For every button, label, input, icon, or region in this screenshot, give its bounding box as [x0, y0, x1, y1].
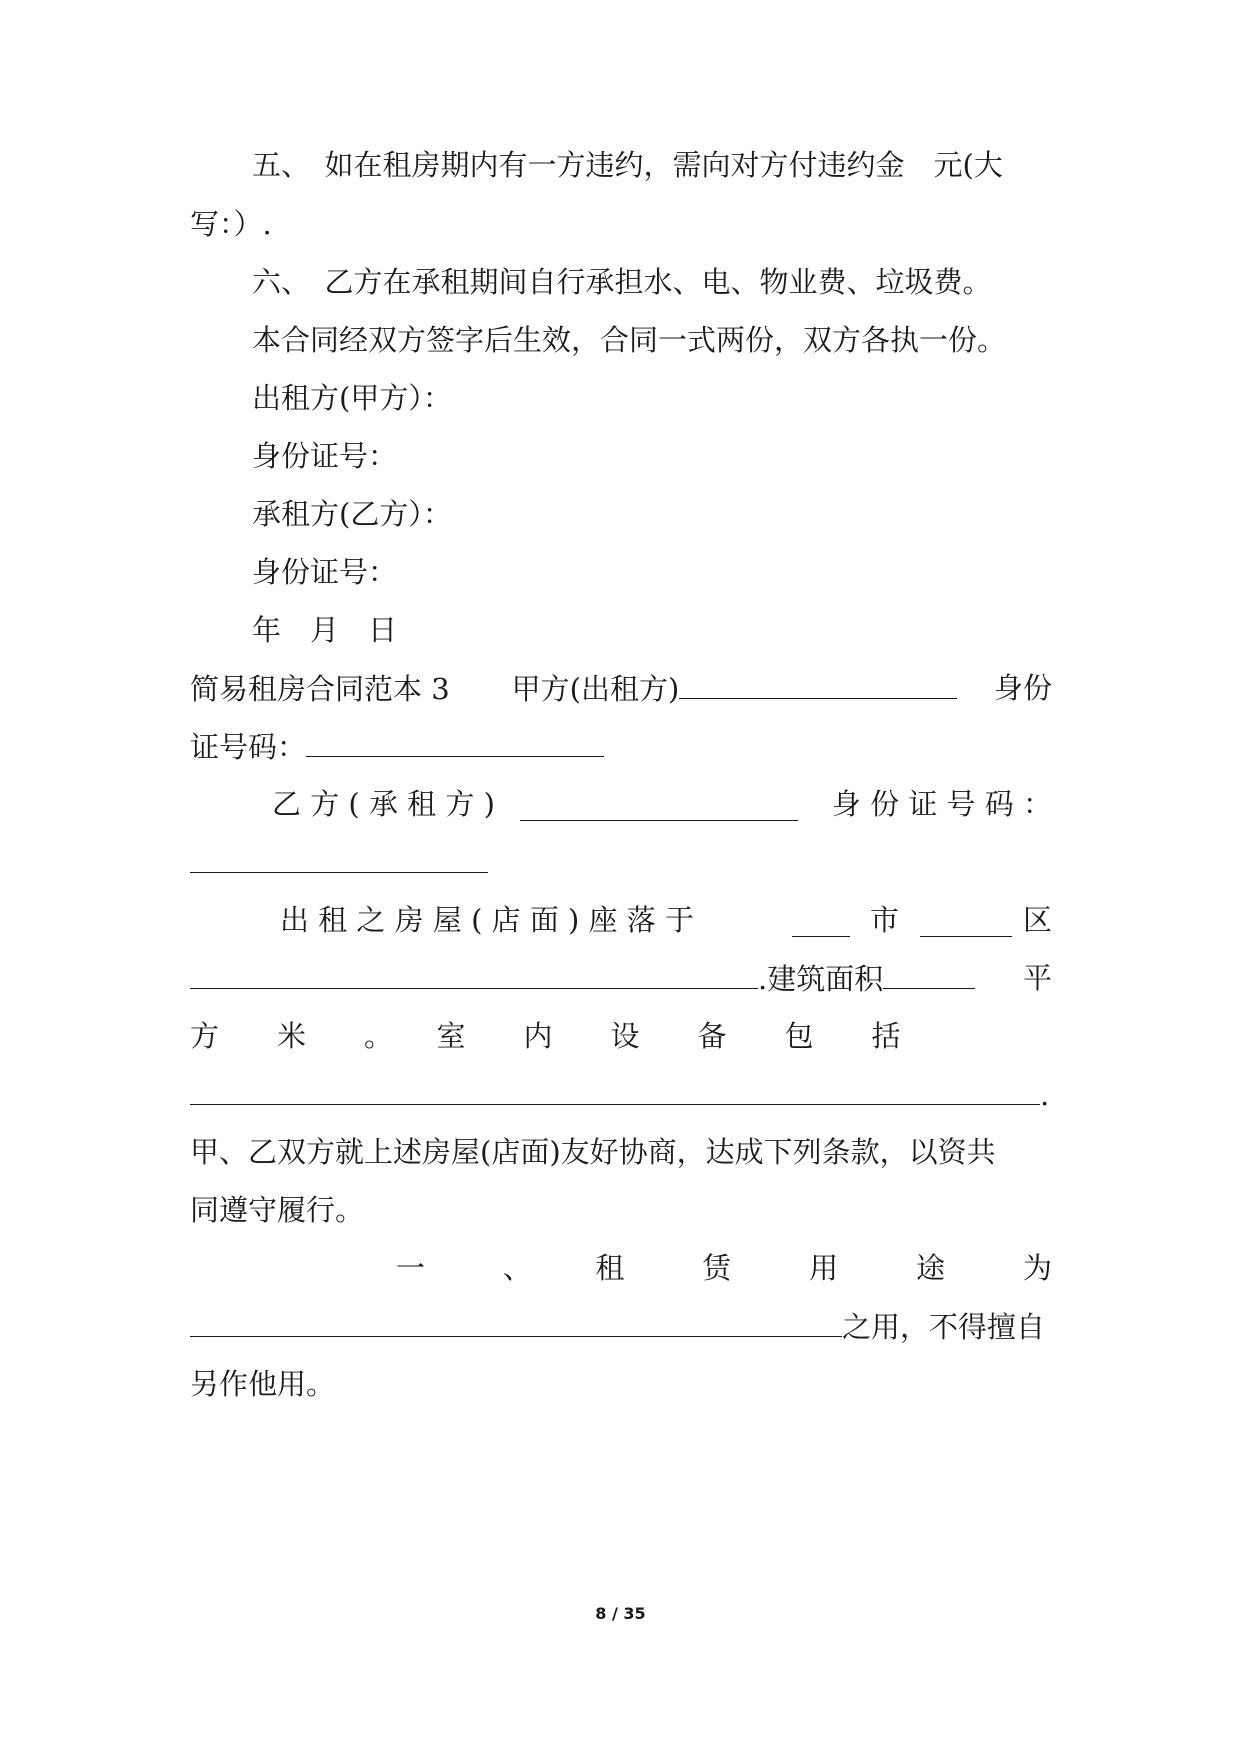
clause-five: 五、 如在租房期内有一方违约，需向对方付违约金 元(大	[252, 148, 1003, 182]
party-a-id-label: 证号码：	[190, 730, 307, 764]
effective-clause: 本合同经双方签字后生效，合同一式两份，双方各执一份。	[252, 323, 1007, 357]
id-label-start: 身份	[993, 671, 1052, 705]
purpose-blank	[190, 1306, 842, 1337]
equipment-end: .	[1040, 1078, 1050, 1112]
city-label: 市	[870, 903, 900, 937]
area-blank	[883, 958, 975, 989]
party-b-line	[190, 784, 1052, 824]
lessor-label: 出租方(甲方）：	[252, 381, 452, 415]
lessor-id-label: 身份证号：	[252, 439, 398, 473]
party-a-id-blank	[306, 726, 604, 757]
party-a-blank	[679, 668, 957, 699]
purpose-line-cont: 另作他用。	[190, 1367, 336, 1401]
address-line	[190, 958, 1052, 998]
template-title: 简易租房合同范本 3	[190, 672, 450, 706]
party-b-id-line	[190, 842, 1052, 882]
district-blank	[920, 906, 1012, 937]
premises-label: 出 租 之 房 屋 ( 店 面 ) 座 落 于	[280, 903, 695, 937]
party-a-id-line	[190, 726, 1052, 766]
party-b-id-label: 身 份 证 号 码 ：	[831, 787, 1052, 821]
page-number: 8 / 35	[595, 1604, 646, 1623]
clause-one-label: 一 、 租 赁 用 途 为	[396, 1251, 1052, 1285]
agreement-line: 甲、乙双方就上述房屋(店面)友好协商，达成下列条款，以资共	[190, 1135, 996, 1169]
party-b-label: 乙 方 ( 承 租 方 )	[272, 787, 495, 821]
party-b-id-blank	[190, 842, 488, 873]
clause-five-cont: 写：）.	[190, 207, 272, 241]
area-label: .建筑面积	[758, 962, 884, 996]
purpose-tail: 之用，不得擅自	[842, 1310, 1046, 1344]
premises-line	[190, 900, 1052, 940]
agreement-line-cont: 同遵守履行。	[190, 1193, 365, 1227]
area-unit-start: 平	[1022, 961, 1052, 995]
purpose-line	[190, 1306, 1052, 1346]
date-line: 年 月 日	[252, 613, 398, 647]
clause-six: 六、 乙方在承租期间自行承担水、电、物业费、垃圾费。	[252, 265, 992, 299]
lessee-id-label: 身份证号：	[252, 555, 398, 589]
district-label: 区	[1022, 903, 1052, 937]
party-b-blank	[520, 790, 798, 821]
clause-one	[190, 1248, 1052, 1288]
address-blank	[190, 958, 758, 989]
template-3-title-line	[190, 668, 1052, 708]
equipment-line: 方 米 。 室 内 设 备 包 括	[190, 1019, 901, 1053]
equipment-blank-line	[190, 1074, 1052, 1114]
equipment-blank	[190, 1074, 1040, 1105]
party-a-label: 甲方(出租方)	[511, 672, 680, 706]
lessee-label: 承租方(乙方）：	[252, 497, 452, 531]
city-blank	[792, 906, 850, 937]
